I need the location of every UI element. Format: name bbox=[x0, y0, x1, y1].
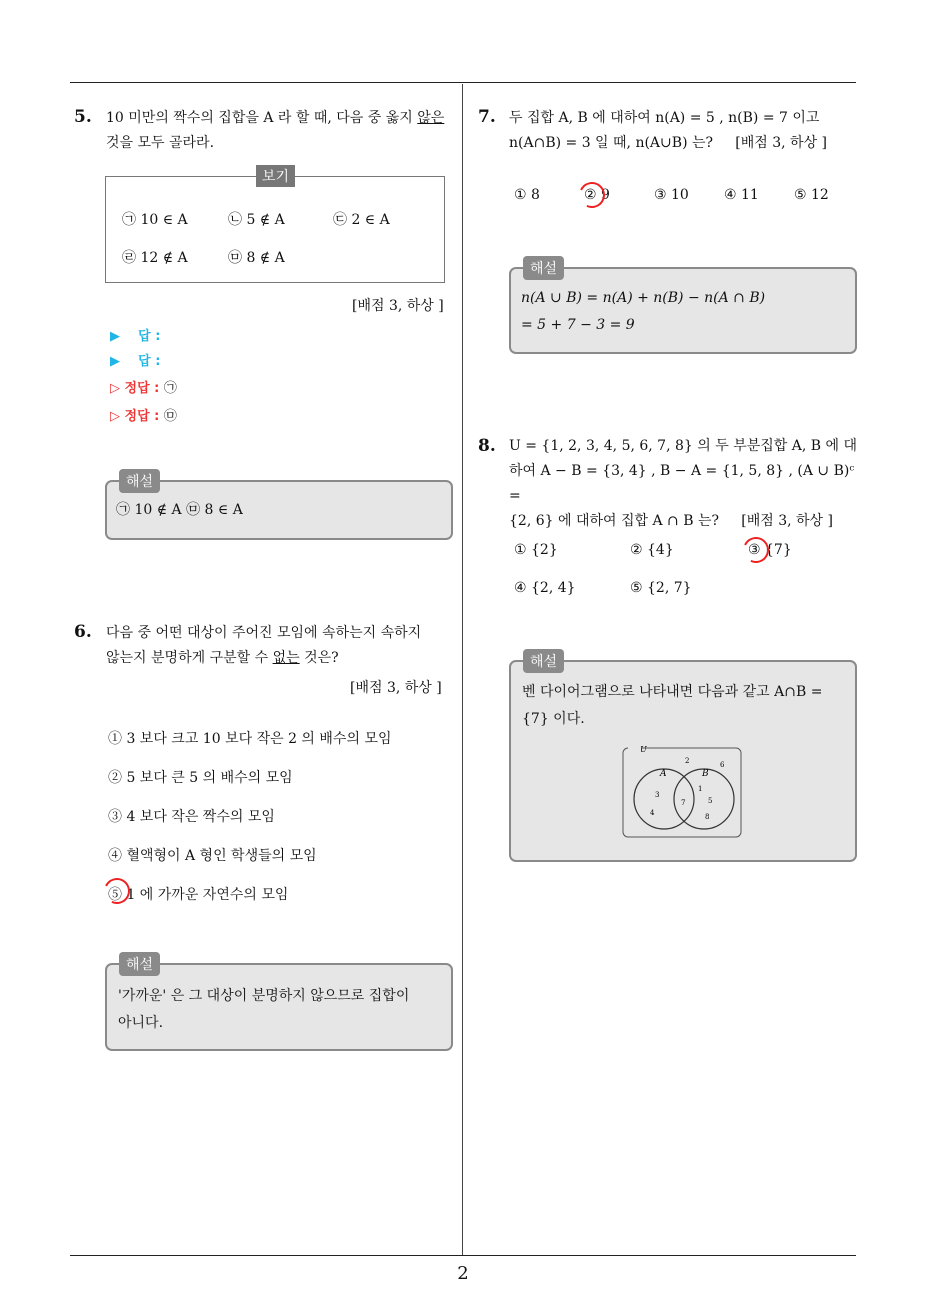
answer-play-icon: ▶ bbox=[110, 329, 120, 344]
correct-play-icon: ▷ bbox=[110, 381, 120, 396]
q7-line-2: n(A∩B) = 3 일 때, n(A∪B) 는? bbox=[509, 135, 714, 151]
answer-label: 답 : bbox=[138, 354, 161, 369]
q7-answer-circle-icon bbox=[575, 178, 608, 211]
venn-outside-element: 2 bbox=[685, 757, 690, 765]
q6-line-2-post: 것은? bbox=[304, 650, 339, 666]
q7-solution-text bbox=[521, 285, 851, 339]
q5-solution-tag: 해설 bbox=[119, 469, 160, 493]
q5-text-underlined: 않은 bbox=[417, 110, 445, 126]
q8-solution-text bbox=[522, 679, 852, 733]
venn-diagram bbox=[620, 744, 744, 840]
q7-score: [배점 3, 하상 ] bbox=[735, 135, 828, 151]
venn-universe-label: U bbox=[640, 745, 647, 754]
question-6-text bbox=[106, 621, 456, 671]
correct-value: ㉤ bbox=[163, 409, 177, 424]
answer-label: 답 : bbox=[138, 329, 161, 344]
venn-set-b-label: B bbox=[702, 769, 709, 779]
q8-answer-circle-icon bbox=[739, 533, 772, 566]
q5-solution-text: ㉠ 10 ∉ A ㉤ 8 ∈ A bbox=[116, 502, 243, 518]
question-8-number: 8. bbox=[478, 436, 496, 456]
q6-choice-4[interactable]: ④ 혈액형이 A 형인 학생들의 모임 bbox=[108, 848, 317, 864]
q8-choice-2[interactable]: ② {4} bbox=[630, 542, 674, 558]
correct-label: 정답 : bbox=[124, 409, 160, 424]
question-7-number: 7. bbox=[478, 107, 496, 127]
bogi-item-3: ㉢ 2 ∈ A bbox=[333, 212, 390, 228]
q8-solution-tag: 해설 bbox=[523, 649, 564, 673]
q7-choice-3[interactable]: ③ 10 bbox=[654, 187, 689, 203]
q5-answer-line-2 bbox=[110, 350, 160, 369]
bogi-item-4: ㉣ 12 ∉ A bbox=[122, 250, 188, 266]
q5-score: [배점 3, 하상 ] bbox=[352, 298, 444, 314]
q8-solution-line-2: {7} 이다. bbox=[522, 711, 585, 727]
q8-choice-3[interactable]: ③ {7} bbox=[748, 542, 792, 558]
q6-solution-line-1: '가까운' 은 그 대상이 분명하지 않으므로 집합이 bbox=[118, 988, 410, 1004]
q8-choice-5[interactable]: ⑤ {2, 7} bbox=[630, 580, 692, 596]
q5-correct-line-2 bbox=[110, 405, 177, 424]
venn-set-a-label: A bbox=[660, 769, 667, 779]
top-rule bbox=[70, 82, 856, 83]
venn-intersection-element: 7 bbox=[681, 799, 686, 807]
q8-solution-line-1: 벤 다이어그램으로 나타내면 다음과 같고 A∩B = bbox=[522, 684, 823, 700]
venn-b-only-element: 1 bbox=[698, 785, 703, 793]
q5-text-part1: 10 미만의 짝수의 집합을 A 라 할 때, 다음 중 옳지 bbox=[106, 110, 413, 126]
q6-line-2-pre: 않는지 분명하게 구분할 수 bbox=[106, 650, 269, 666]
venn-a-only-element: 4 bbox=[650, 809, 655, 817]
q6-line-2-underlined: 없는 bbox=[272, 650, 300, 666]
q6-solution-text bbox=[118, 983, 448, 1037]
page-number: 2 bbox=[457, 1263, 469, 1284]
q7-choice-5[interactable]: ⑤ 12 bbox=[794, 187, 829, 203]
q8-line-1: U = {1, 2, 3, 4, 5, 6, 7, 8} 의 두 부분집합 A, B 에 대 bbox=[509, 438, 857, 454]
q6-choice-2[interactable]: ② 5 보다 큰 5 의 배수의 모임 bbox=[108, 770, 293, 786]
q6-choice-5[interactable]: ⑤ 1 에 가까운 자연수의 모임 bbox=[108, 887, 289, 903]
bogi-item-2: ㉡ 5 ∉ A bbox=[228, 212, 285, 228]
q7-solution-line-2: = 5 + 7 − 3 = 9 bbox=[521, 317, 635, 333]
column-divider bbox=[462, 84, 463, 1256]
correct-label: 정답 : bbox=[124, 381, 160, 396]
venn-b-only-element: 8 bbox=[705, 813, 710, 821]
q6-solution-line-2: 아니다. bbox=[118, 1015, 164, 1031]
q7-solution-line-1: n(A ∪ B) = n(A) + n(B) − n(A ∩ B) bbox=[521, 290, 766, 306]
bogi-item-5: ㉤ 8 ∉ A bbox=[228, 250, 285, 266]
q7-solution-tag: 해설 bbox=[523, 256, 564, 280]
q6-line-1: 다음 중 어떤 대상이 주어진 모임에 속하는지 속하지 bbox=[106, 625, 422, 641]
q6-score: [배점 3, 하상 ] bbox=[350, 680, 442, 696]
q5-correct-line-1 bbox=[110, 377, 177, 396]
venn-outside-element: 6 bbox=[720, 761, 725, 769]
q8-line-3: {2, 6} 에 대하여 집합 A ∩ B 는? bbox=[509, 513, 719, 529]
q6-choice-3[interactable]: ③ 4 보다 작은 짝수의 모임 bbox=[108, 809, 275, 825]
bogi-item-1: ㉠ 10 ∈ A bbox=[122, 212, 188, 228]
question-5-text bbox=[106, 106, 456, 156]
question-7-text bbox=[509, 106, 859, 156]
q5-text-part2: 것을 모두 골라라. bbox=[106, 135, 215, 151]
question-8-text bbox=[509, 434, 861, 534]
question-6-number: 6. bbox=[74, 622, 92, 642]
q7-line-1: 두 집합 A, B 에 대하여 n(A) = 5 , n(B) = 7 이고 bbox=[509, 110, 820, 126]
bottom-rule bbox=[70, 1255, 856, 1256]
q7-choice-1[interactable]: ① 8 bbox=[514, 187, 540, 203]
q6-choice-1[interactable]: ① 3 보다 크고 10 보다 작은 2 의 배수의 모임 bbox=[108, 731, 392, 747]
q8-line-2: 하여 A − B = {3, 4} , B − A = {1, 5, 8} , (A ∪ B)ᶜ = bbox=[509, 463, 855, 504]
correct-value: ㉠ bbox=[163, 381, 177, 396]
q7-choice-4[interactable]: ④ 11 bbox=[724, 187, 759, 203]
question-5-number: 5. bbox=[74, 107, 92, 127]
venn-b-only-element: 5 bbox=[708, 797, 713, 805]
q8-choice-4[interactable]: ④ {2, 4} bbox=[514, 580, 576, 596]
q5-answer-line-1 bbox=[110, 325, 160, 344]
venn-a-only-element: 3 bbox=[655, 791, 660, 799]
bogi-title: 보기 bbox=[256, 165, 295, 187]
q8-score: [배점 3, 하상 ] bbox=[741, 513, 833, 529]
correct-play-icon: ▷ bbox=[110, 409, 120, 424]
q7-choice-2[interactable]: ② 9 bbox=[584, 187, 610, 203]
answer-play-icon: ▶ bbox=[110, 354, 120, 369]
q8-choice-1[interactable]: ① {2} bbox=[514, 542, 558, 558]
q6-solution-tag: 해설 bbox=[119, 952, 160, 976]
